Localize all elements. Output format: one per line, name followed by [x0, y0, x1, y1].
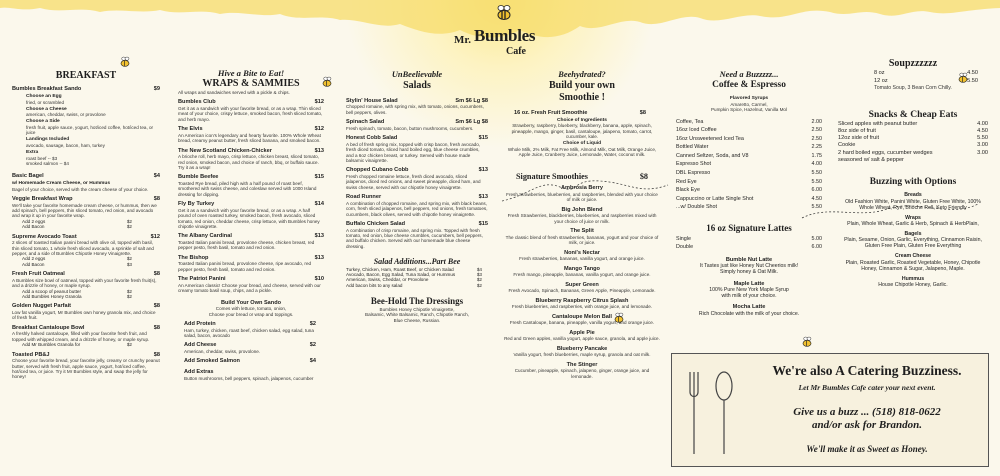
latte-size-row — [676, 236, 822, 242]
salad-addition-row — [346, 283, 488, 288]
coffee-name: 16oz Iced Coffee — [676, 127, 717, 134]
catering-contact: and/or ask for Brandon. — [811, 418, 923, 431]
wrap-item-price: $13 — [314, 147, 324, 154]
wrap-item-price: $15 — [314, 174, 324, 181]
bee-logo-icon — [494, 4, 514, 22]
sando-price: $9 — [153, 85, 160, 92]
salad-item-row — [346, 98, 488, 105]
coffee-row — [676, 196, 822, 202]
snack-name: Sliced apples with peanut butter — [838, 120, 918, 127]
dressings-line-2: Balsamic, White Balsamic, Ranch, Chipotle Ranch, — [365, 312, 469, 318]
oat-addon-price: $2 — [126, 293, 132, 299]
own-option-row — [184, 321, 316, 328]
coffee-row — [676, 161, 822, 167]
avo-addon: Add 2 eggs — [22, 256, 46, 262]
coffee-name: DBL Espresso — [676, 169, 711, 176]
smoothie-item-name: Cantaloupe Melon Ball — [552, 313, 612, 320]
wrap-item-name: Bumble Beefee — [178, 174, 219, 181]
oatmeal-desc: A Bumbles size bowl of oatmeal, topped with your favorite fresh fruit(s), and a drizzle of honey, or maple syrup. — [12, 277, 157, 289]
wrap-item-row — [178, 201, 324, 208]
wrap-item-desc: Toasted Italian panini bread, provolone cheese, ripe avocado, red pepper pesto, fresh basil, tomato and red onion. — [178, 261, 312, 272]
veggie-name: Veggie Breakfast Wrap — [12, 195, 73, 202]
wrap-item-row — [178, 174, 324, 181]
smoothie-item-row — [504, 314, 660, 321]
option-group-desc: Old Fashion White, Panini White, Gluten Free White, 100% Whole Wheat, Rye, Brioche Roll, Keto Friendly — [845, 198, 981, 211]
catering-phone: Give us a buzz ... (518) 818-0622 — [793, 406, 941, 418]
latte-size-name: Single — [676, 235, 691, 242]
cantaloupe-bowl-name: Breakfast Cantaloupe Bowl — [12, 324, 85, 331]
sando-cheese-label: Choose a Cheese — [26, 106, 67, 112]
smoothie-item-name: Mango Tango — [564, 265, 600, 272]
coffee-name: Red Eye — [676, 178, 697, 185]
coffee-price: 5.50 — [811, 178, 822, 185]
smoothie-item-row — [504, 346, 660, 353]
ingredients-label: Choice of Ingredients — [557, 117, 607, 123]
latte-desc: Rich Chocolate with the milk of your choice. — [698, 311, 800, 318]
wrap-item-name: The Bishop — [178, 254, 209, 261]
snack-price: 4.50 — [977, 127, 988, 134]
own-option-name: Add Protein — [184, 321, 216, 328]
syrups-desc-1: Amaretto, Carmel, — [730, 101, 768, 107]
avocado-toast-price: $12 — [150, 233, 160, 240]
salad-item-row — [346, 135, 488, 142]
wrap-item-row — [178, 233, 324, 240]
salad-item-desc: Fresh chopped romaine lettuce, fresh diced avocado, sliced jalapenos, diced red onions, and sweet pineapple, diced ham, and swiss cheese, served with our chipotle honey vinaigrette. — [346, 173, 481, 190]
own-option-row — [184, 342, 316, 349]
latte-name: Maple Latte — [733, 280, 765, 287]
smoothie-item-name: Ambrosia Berry — [561, 185, 603, 192]
salad-item-desc: Chopped romaine, with spring mix, with tomato, onions, cucumbers, bell peppers, olives. — [346, 104, 484, 115]
smoothie-item-name: The Split — [570, 228, 594, 235]
pbj-desc: Choose your favorite bread, your favorite jelly, creamy or crunchy peanut butter, served with fresh fruit, apple sauce, yogurt, hot/iced coffee, hot/iced tea, or juice. Try it Mr Bumbles style, and swap the jelly for honey! — [12, 358, 160, 380]
fresh-smoothie-name: 16 oz. Fresh Fruit Smoothie — [514, 109, 588, 116]
coffee-price: 4.00 — [811, 161, 822, 168]
salad-addition-name: Avocado, Bacon, Egg Salad, Tuna Salad, or Hummus — [346, 272, 456, 278]
wrap-item-row — [178, 99, 324, 106]
smoothie-item-name: Blueberry Raspberry Citrus Splash — [535, 297, 629, 304]
avo-addon: Add Bacon — [22, 261, 45, 267]
salad-addition-price: $2 — [476, 277, 482, 283]
snacks-title: Snacks & Cheap Eats — [868, 108, 958, 120]
sando-landings-label: Landings Included — [26, 137, 70, 143]
wraps-intro: All wraps and sandwiches served with a pickle & chips. — [178, 89, 290, 95]
veggie-addon: Add 2 eggs — [22, 218, 46, 224]
dressings-title: Bee-Hold The Dressings — [370, 296, 464, 307]
oat-addon-price: $2 — [126, 288, 132, 294]
smoothie-column — [504, 66, 660, 470]
coffee-price: 2.50 — [811, 135, 822, 142]
salad-addition-name: American, Swiss, Cheddar, or Provolone — [346, 277, 429, 283]
coffee-price: 2.50 — [811, 127, 822, 134]
smoothie-item-name: Super Green — [565, 281, 599, 288]
option-group-desc: House Chipotle Honey, Garlic. — [878, 281, 948, 288]
coffee-row — [676, 187, 822, 193]
own-option-name: Add Smoked Salmon — [184, 358, 240, 365]
own-option-price: $2 — [309, 342, 316, 349]
wraps-title-1: Hive a Bite to Eat! — [217, 68, 285, 78]
smoothie-item-desc: Red and Green apples, vanilla yogurt, apple sauce, granola, and apple juice. — [504, 336, 660, 342]
snack-price: 5.50 — [977, 135, 988, 142]
wrap-item-price: $10 — [314, 276, 324, 283]
coffee-name: ...w/ Double Shot — [676, 204, 718, 211]
pbj-name: Toasted PB&J — [12, 351, 50, 358]
salad-item-row — [346, 221, 488, 228]
coffee-price: 6.00 — [811, 187, 822, 194]
smoothie-title-2: Build your own — [549, 79, 615, 91]
soup-size-name: 12 oz — [874, 77, 888, 84]
option-group-name: Cream Cheese — [894, 253, 932, 260]
catering-box — [671, 353, 989, 467]
avocado-toast-desc: 2 slices of toasted Italian panini bread with olive oil, topped with basil, thin sliced tomato, 1 whole fresh sliced avocado, a sprinkle of salt and pepper, and a side of Bumbles Chipotle Honey Vinaigrette. — [12, 240, 154, 256]
salad-item-name: Chopped Cubano Cobb — [346, 167, 409, 174]
veggie-price: $8 — [153, 195, 160, 202]
smoothie-item-row — [504, 228, 660, 235]
wrap-item-name: The Patriot Panini — [178, 276, 226, 283]
catering-headline: We're also A Catering Buzziness. — [772, 363, 962, 378]
wrap-item-desc: An American icon's legendary and hearty favorite. 100% Whole Wheat bread, creamy peanut butter, fresh sliced banana, and smoked bacon. — [178, 132, 321, 144]
sando-extra-2: smoked salmon -- $4 — [26, 161, 69, 167]
latte-size-price: 6.00 — [811, 244, 822, 251]
veggie-addon-price: $2 — [126, 224, 132, 230]
smoothie-title-3: Smoothie ! — [559, 91, 605, 103]
wrap-item-desc: Toasted Rye bread, piled high with a half pound of roast beef, smothered with swiss cheese, and coleslaw served with 1000 Island dressing for dipping. — [178, 180, 317, 197]
coffee-name: 16oz Unsweetened Iced Tea — [676, 135, 744, 142]
option-group-name: Wraps — [905, 214, 921, 221]
salad-item-name: Stylin' House Salad — [346, 97, 398, 104]
wrap-item-row — [178, 255, 324, 262]
salad-item-name: Buffalo Chicken Salad — [346, 220, 406, 227]
coffee-row — [676, 144, 822, 150]
avocado-toast-name: Supreme Avocado Toast — [12, 233, 77, 240]
snack-row — [838, 135, 988, 142]
fork-spoon-icon — [682, 368, 744, 458]
parfait-price: $8 — [153, 303, 160, 310]
coffee-row — [676, 127, 822, 133]
veggie-desc: We'll take your favorite homemade cream cheese, or hummus, then we add spinach, bell peppers, thin sliced tomato, red onion, and avocado and wrap it up in your favorite wrap. — [12, 202, 157, 219]
soup-size-row — [874, 78, 978, 85]
veggie-addon-price: $2 — [126, 218, 132, 224]
pbj-price: $8 — [153, 351, 160, 358]
logo-name: Bumbles — [474, 26, 536, 45]
salads-title-2: Salads — [403, 79, 431, 91]
option-group-desc: Plain, Sesame, Onion, Garlic, Everything, Cinnamon Raisin, Gluten Free Plain, Gluten Free Everything — [844, 237, 982, 250]
latte-size-name: Double — [676, 244, 694, 251]
salad-item-name: Road Runner — [346, 194, 382, 201]
salad-item-price: $13 — [478, 167, 488, 174]
own-title: Build Your Own Sando — [220, 299, 282, 306]
wrap-item-price: $13 — [314, 254, 324, 261]
cantaloupe-addon: Add Mr Bumbles Granola for — [22, 342, 81, 348]
wrap-item-row — [178, 126, 324, 133]
salad-addition-price: $3 — [476, 272, 482, 278]
own-option-desc: American, cheddar, swiss, provolone. — [184, 349, 261, 355]
wrap-item-desc: Get it as a sandwich with your favorite bread, or as a wrap. Thin sliced meat of your choice, crispy lettuce, smoked bacon, fresh sliced tomato, and herb mayo. — [178, 105, 323, 122]
coffee-title-2: Coffee & Espresso — [712, 79, 786, 90]
wrap-item-price: $12 — [314, 99, 324, 106]
coffee-name: Bottled Water — [676, 144, 709, 151]
soup-size-name: 8 oz — [874, 70, 885, 77]
dressings-line-3: Blue Cheese, Russian. — [393, 317, 441, 323]
dressings-line-1: Bumbles Honey Chipotle Vinaigrette, — [379, 306, 455, 312]
soup-desc: Tomato Soup, 3 Bean Corn Chilly. — [874, 84, 952, 91]
smoothie-item-row — [504, 330, 660, 337]
salad-item-price: Sm $6 Lg $8 — [455, 119, 488, 126]
coffee-row — [676, 153, 822, 159]
snack-price: 3.00 — [977, 149, 988, 156]
latte-name: Bumble Nut Latte — [725, 256, 773, 263]
salads-column — [346, 66, 488, 470]
smoothie-item-row — [504, 207, 660, 214]
coffee-title-1: Need a Buzzzzz... — [719, 70, 779, 79]
salad-item-desc: A bed of fresh spring mix, topped with crisp bacon, fresh avocado, fresh diced tomato, sliced hard boiled egg, blue cheese crumbles, and a 6oz chicken breast, or turkey. Served with house made balsamic vinaigrette. — [346, 141, 481, 163]
parfait-desc: Low fat vanilla yogurt, Mr Bumbles own honey granola mix, and choice of fresh fruit. — [12, 309, 156, 321]
signature-smoothies-title: Signature Smoothies — [516, 171, 588, 181]
avo-addon-price: $3 — [126, 261, 132, 267]
latte-desc: Simply honey & Oat Milk. — [720, 269, 778, 276]
veggie-addon: Add Bacon — [22, 224, 45, 230]
coffee-price: 1.75 — [811, 152, 822, 159]
wrap-item-desc: Toasted Italian panini bread, provolone cheese, chicken breast, red pepper pesto, fresh basil, tomato and red onion. — [178, 240, 315, 251]
snack-name: 2 hard boiled eggs, cucumber wedges — [838, 149, 933, 156]
option-group-desc: Plain, Roasted Garlic, Roasted Vegetable, Honey, Chipotle Honey, Cinnamon & Sugar, Jalapeno, Maple. — [845, 259, 981, 272]
smoothie-item-desc: Vanilla yogurt, fresh blueberries, maple syrup, granola and oat milk. — [513, 352, 651, 358]
soup-snacks-column — [838, 58, 988, 356]
coffee-row — [676, 136, 822, 142]
own-option-price: $2 — [309, 321, 316, 328]
bagel-desc: Bagel of your choice, served with the cream cheese of your choice. — [12, 186, 149, 192]
snack-price: 3.00 — [977, 142, 988, 149]
wrap-item-price: $13 — [314, 233, 324, 240]
wrap-item-price: $12 — [314, 126, 324, 133]
salad-item-name: Spinach Salad — [346, 119, 385, 126]
parfait-name: Golden Nugget Parfait — [12, 303, 72, 310]
own-option-price: $4 — [309, 358, 316, 365]
bagel-price: $4 — [153, 172, 160, 179]
smoothie-item-row — [504, 298, 660, 305]
wrap-item-name: The Albany Cardinal — [178, 233, 232, 240]
smoothie-item-row — [504, 250, 660, 257]
lattes-title: 16 oz Signature Lattes — [706, 222, 792, 233]
coffee-price: 2.00 — [811, 118, 822, 125]
syrups-label: Flavored Syrups — [729, 96, 769, 101]
wrap-item-desc: Get it as a sandwich with your favorite bread, or as a wrap. A half pound of oven roasted turkey, smoked bacon, fresh avocado, sliced tomato, red onion, cheddar cheese, crisp lettuce, with Bumbles honey chipotle vinaigrette. — [178, 207, 320, 229]
wrap-item-price: $14 — [314, 201, 324, 208]
smoothie-item-desc: Fresh strawberries, bananas, vanilla yogurt, and orange juice. — [519, 256, 645, 262]
wraps-column — [178, 66, 324, 470]
soup-size-price: 4.50 — [967, 70, 978, 77]
salad-item-row — [346, 119, 488, 126]
soup-title: Soupzzzzzz — [888, 58, 938, 69]
snack-name: 8oz side of fruit — [838, 127, 876, 134]
snack-row — [838, 142, 988, 149]
snack-name: seasoned w/ salt & pepper — [838, 156, 904, 163]
salad-item-price: $13 — [478, 194, 488, 201]
salad-item-price: $15 — [478, 220, 488, 227]
salad-item-name: Honest Cobb Salad — [346, 135, 398, 142]
smoothie-item-desc: Fresh Cantaloupe, banana, pineapple, vanilla yogurt, and orange juice. — [509, 320, 655, 326]
ingredients-desc: Strawberry, raspberry, blueberry, blackberry, banana, apple, spinach, pineapple, mango, ginger, basil, cantaloupe, jalapeno, tomato, carrot, cucumber, kale. — [511, 123, 653, 140]
snack-name: 12oz side of fruit — [838, 135, 880, 142]
coffee-column — [676, 66, 822, 356]
salad-item-desc: Fresh spinach, tomato, bacon, button mushrooms, cucumbers. — [346, 125, 474, 131]
salad-addition-price: $2 — [476, 282, 482, 288]
own-option-name: Add Cheese — [184, 342, 217, 349]
liquid-label: Choice of Liquid — [562, 141, 602, 147]
own-option-desc: Ham, turkey, chicken, roast beef, chicken salad, egg salad, tuna salad, bacon, avocado — [184, 327, 314, 339]
smoothie-item-desc: Fresh blueberries, and raspberries, with orange juice, and lemonade. — [511, 304, 653, 310]
own-desc-2: Choose your bread or wrap and toppings. — [208, 311, 294, 317]
own-option-name: Add Extras — [184, 369, 214, 376]
signature-smoothies-price: $8 — [639, 171, 648, 181]
smoothie-item-row — [504, 185, 660, 192]
latte-size-price: 5.00 — [811, 235, 822, 242]
option-group-name: Hummus — [901, 275, 925, 282]
smoothie-item-desc: Fresh Strawberries, blueberries, and raspberries, blended with your choice of milk or juice. — [506, 191, 658, 203]
oatmeal-name: Fresh Fruit Oatmeal — [12, 271, 65, 278]
smoothie-item-desc: Fresh mango, pineapple, bananas, vanilla yogurt, and orange juice. — [513, 272, 651, 278]
coffee-row — [676, 204, 822, 210]
cantaloupe-bowl-price: $8 — [153, 324, 160, 331]
sando-side-desc: fresh fruit, apple sauce, yogurt, hot/iced coffee, hot/iced tea, or juice — [26, 125, 154, 136]
sando-extra-1: roast beef -- $3 — [26, 155, 58, 161]
sando-egg-desc: fried, or scrambled — [26, 99, 65, 105]
avo-addon-price: $2 — [126, 256, 132, 262]
sando-name: Bumbles Breakfast Sando — [12, 85, 82, 92]
cantaloupe-bowl-desc: A freshly halved cantaloupe, filled with your favorite fresh fruit, and topped with whipped cream, and a drizzle of honey, or maple syrup. — [12, 331, 150, 342]
oatmeal-price: $8 — [153, 271, 160, 278]
catering-subtitle: Let Mr Bumbles Cafe cater your next event. — [798, 383, 936, 392]
fresh-smoothie-price: $8 — [639, 109, 646, 116]
coffee-name: Canned Seltzer, Soda, and V8 — [676, 152, 749, 159]
coffee-name: Coffee, Tea — [676, 118, 704, 125]
wraps-title-2: WRAPS & SAMMIES — [202, 78, 300, 90]
wrap-item-name: Fly By Turkey — [178, 201, 215, 208]
coffee-price: 4.50 — [811, 195, 822, 202]
smoothie-item-name: Blueberry Pancake — [556, 345, 608, 352]
salad-addition-name: Add bacon bits to any salad — [346, 282, 403, 288]
breakfast-column — [12, 66, 160, 470]
salad-additions-title: Salad Additions...Part Bee — [373, 257, 461, 267]
coffee-name: Cappuccino or Latte Single Shot — [676, 195, 754, 202]
smoothie-item-row — [504, 282, 660, 289]
smoothie-item-name: Apple Pie — [569, 329, 595, 336]
smoothie-item-name: The Stinger — [566, 361, 598, 368]
salad-item-price: Sm $6 Lg $8 — [455, 97, 488, 104]
cafe-logo — [440, 4, 560, 58]
coffee-price: 5.50 — [811, 169, 822, 176]
snack-price: 4.00 — [977, 120, 988, 127]
smoothie-item-desc: Fresh Strawberries, blackberries, blueberries, and raspberries mixed with your choice of juice or milk. — [507, 213, 657, 224]
salad-addition-name: Turkey, Chicken, Ham, Roast Beef, or Chicken Salad — [346, 266, 454, 272]
breakfast-title: BREAKFAST — [55, 70, 117, 81]
own-desc-1: Comes with lettuce, tomato, onion, — [215, 306, 287, 312]
coffee-row — [676, 170, 822, 176]
latte-size-row — [676, 244, 822, 250]
coffee-name: Black Eye — [676, 187, 700, 194]
wrap-item-row — [178, 276, 324, 283]
own-option-row — [184, 358, 316, 365]
cantaloupe-addon-price: $2 — [126, 342, 132, 348]
oat-addon: Add Bumbles Honey Granola — [22, 293, 82, 299]
smoothie-item-name: Big John Blend — [561, 206, 603, 213]
latte-desc: with milk of your choice. — [721, 293, 777, 300]
snack-name: Cookie — [838, 142, 856, 149]
latte-desc: It Tastes just like Honey Nut Cheerios milk! — [699, 263, 799, 270]
wrap-item-desc: An American classic! Choose your bread, and cheese, served with our creamy tomato basil soup, chips, and a pickle. — [178, 282, 321, 294]
coffee-price: 5.50 — [811, 204, 822, 211]
logo-mr: Mr. — [454, 34, 472, 46]
salad-item-desc: A combination of crisp romaine, and spring mix. Topped with fresh tomato, red onion, blue cheese crumbles, cucumbers, bell peppers, and buffalo chicken. Served with our homemade blue cheese dressing. — [346, 227, 483, 249]
catering-tagline: We'll make it as Sweet as Honey. — [806, 444, 928, 454]
smoothie-item-row — [504, 362, 660, 369]
soup-size-row — [874, 70, 978, 77]
own-option-desc: Button mushrooms, bell peppers, spinach, jalapenos, cucumber — [184, 375, 314, 381]
wrap-item-desc: A brioche roll, herb mayo, crisp lettuce, chicken breast, sliced tomato, red onion, smoked bacon, and choice of ranch, bbq, or buffalo sauce. Try it as a wrap! — [178, 154, 319, 170]
smoothie-item-name: Noni's Nectar — [564, 249, 600, 256]
salad-item-row — [346, 194, 488, 201]
coffee-row — [676, 179, 822, 185]
latte-desc: 100% Pure New York Maple Syrup — [709, 287, 789, 294]
liquid-desc: Whole Milk, 2% Milk, Fat Free Milk, Almond Milk, Oat Milk, Orange Juice, Apple Juice, Cranberry Juice, Lemonade, Water, coconut milk. — [507, 146, 657, 158]
options-title: Buzzing with Options — [869, 177, 957, 188]
snack-row — [838, 121, 988, 128]
smoothie-item-desc: Fresh Avocado, Spinach, Bananas, Green Apple, Pineapple, Lemonade. — [508, 288, 656, 294]
wrap-item-name: The Elvis — [178, 126, 203, 133]
bagel-name: Basic Bagel — [12, 172, 44, 179]
option-group-name: Breads — [904, 192, 922, 199]
option-group-name: Bagels — [904, 231, 922, 238]
sando-cheese-desc: american, cheddar, swiss, or provolone — [26, 112, 106, 118]
salad-addition-price: $4 — [476, 266, 482, 272]
own-option-row — [184, 369, 316, 376]
sando-extra-label: Extra — [26, 150, 39, 156]
snack-row — [838, 157, 988, 164]
wrap-item-name: Bumbles Club — [178, 99, 216, 106]
bagel-line2: w/ Homemade Cream Cheese, or Hummus — [12, 180, 111, 186]
coffee-row — [676, 119, 822, 125]
oat-addon: Add a scoop of peanut butter — [22, 288, 81, 294]
snack-row — [838, 150, 988, 157]
soup-size-price: 5.50 — [967, 77, 978, 84]
coffee-price: 2.25 — [811, 144, 822, 151]
coffee-name: Espresso Shot — [676, 161, 712, 168]
smoothie-item-row — [504, 266, 660, 273]
wrap-item-name: The New Scotland Chicken-Chicker — [178, 147, 272, 154]
option-group-desc: Plain, Whole Wheat, Garlic & Herb, Spinach & HerbPlain, — [847, 220, 979, 227]
syrups-desc-2: Pumpkin Spice, Hazelnut, Vanilla Mol — [710, 107, 787, 113]
sando-side-label: Choose a Side — [26, 119, 60, 125]
salads-title-1: UnBeelievable — [391, 70, 443, 79]
smoothie-item-desc: The classic blend of fresh strawberries, bananas, yogurt and your choice of milk, or juice. — [505, 234, 659, 246]
sando-egg-label: Choose an Egg — [26, 93, 62, 99]
latte-name: Mocha Latte — [732, 304, 766, 311]
snack-row — [838, 128, 988, 135]
salad-item-price: $15 — [478, 135, 488, 142]
smoothie-title-1: Beehydrated? — [558, 70, 606, 79]
logo-cafe: Cafe — [506, 46, 526, 57]
smoothie-item-desc: Cucumber, pineapple, spinach, jalapeno, ginger, orange juice, and lemonade. — [514, 368, 650, 379]
wrap-item-row — [178, 148, 324, 155]
salad-item-row — [346, 167, 488, 174]
salad-item-desc: A combination of chopped romaine, and spring mix, with black beans, corn, fresh sliced jalapenos, bell peppers, red onions, fresh tomatoes, cucumbers, black olives, served with chipotle honey vinaigrette. — [346, 200, 488, 217]
sando-landings-desc: avocado, sausage, bacon, ham, turkey — [26, 143, 105, 149]
